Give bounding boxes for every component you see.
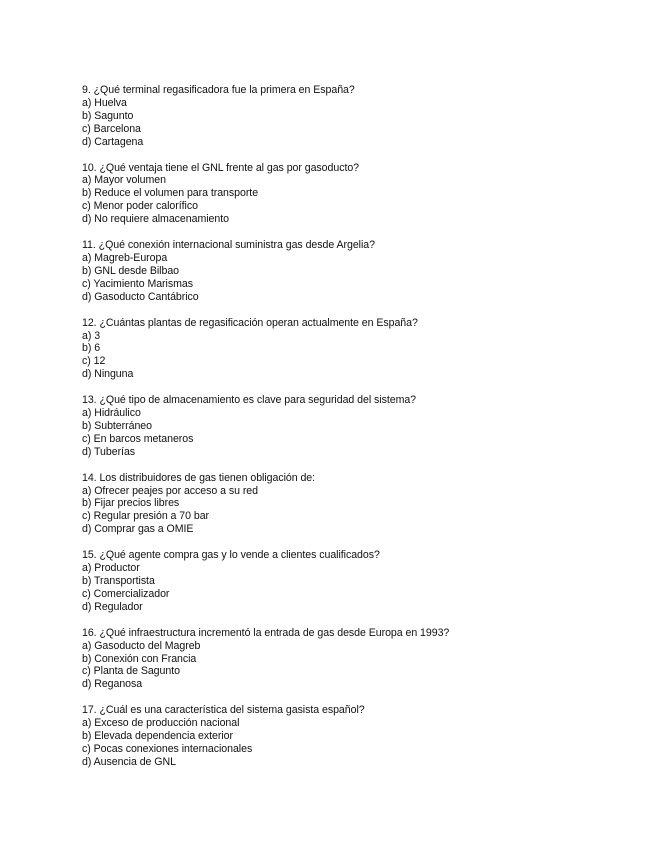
- option-b: b) Sagunto: [82, 109, 134, 122]
- question-9: [82, 84, 622, 149]
- question-text: 13. ¿Qué tipo de almacenamiento es clave para seguridad del sistema?: [82, 394, 417, 407]
- option-a: a) 3: [82, 329, 101, 342]
- option-a: a) Ofrecer peajes por acceso a su red: [82, 484, 258, 497]
- question-text: 11. ¿Qué conexión internacional suministra gas desde Argelia?: [82, 239, 375, 252]
- question-text: 16. ¿Qué infraestructura incrementó la entrada de gas desde Europa en 1993?: [82, 626, 450, 639]
- option-c: c) Pocas conexiones internacionales: [82, 742, 253, 755]
- question-text: 9. ¿Qué terminal regasificadora fue la primera en España?: [82, 84, 355, 96]
- question-15: [82, 549, 622, 614]
- option-b: b) Conexión con Francia: [82, 652, 197, 665]
- option-a: a) Huelva: [82, 96, 127, 109]
- option-d: d) Cartagena: [82, 135, 144, 148]
- option-c: c) Comercializador: [82, 587, 170, 600]
- question-16: [82, 627, 622, 692]
- question-10: [82, 162, 622, 227]
- question-text: 12. ¿Cuántas plantas de regasificación operan actualmente en España?: [82, 316, 418, 329]
- option-b: b) GNL desde Bilbao: [82, 264, 180, 277]
- question-text: 10. ¿Qué ventaja tiene el GNL frente al gas por gasoducto?: [82, 161, 360, 174]
- question-14: [82, 472, 622, 537]
- option-d: d) Gasoducto Cantábrico: [82, 290, 199, 303]
- option-d: d) Reganosa: [82, 678, 143, 691]
- option-d: d) No requiere almacenamiento: [82, 213, 229, 226]
- question-11: [82, 239, 622, 304]
- option-a: a) Mayor volumen: [82, 174, 166, 187]
- option-c: c) Menor poder calorífico: [82, 200, 198, 213]
- question-17: [82, 704, 622, 769]
- option-c: c) Yacimiento Marismas: [82, 277, 193, 290]
- question-12: [82, 317, 622, 382]
- option-a: a) Magreb-Europa: [82, 251, 168, 264]
- option-d: d) Tuberías: [82, 445, 136, 458]
- option-c: c) Regular presión a 70 bar: [82, 510, 210, 523]
- option-b: b) Fijar precios libres: [82, 497, 180, 510]
- option-c: c) En barcos metaneros: [82, 432, 194, 445]
- option-d: d) Ninguna: [82, 368, 134, 381]
- question-13: [82, 394, 622, 459]
- option-d: d) Ausencia de GNL: [82, 755, 176, 768]
- option-c: c) 12: [82, 355, 106, 368]
- option-b: b) Reduce el volumen para transporte: [82, 187, 259, 200]
- question-text: 14. Los distribuidores de gas tienen obligación de:: [82, 471, 316, 484]
- option-b: b) Elevada dependencia exterior: [82, 730, 233, 743]
- option-a: a) Exceso de producción nacional: [82, 717, 240, 730]
- option-c: c) Planta de Sagunto: [82, 665, 180, 678]
- option-a: a) Productor: [82, 562, 140, 575]
- option-b: b) Transportista: [82, 575, 155, 587]
- option-b: b) Subterráneo: [82, 419, 152, 432]
- question-text: 17. ¿Cuál es una característica del sistema gasista español?: [82, 704, 365, 717]
- option-b: b) 6: [82, 342, 101, 355]
- option-a: a) Gasoducto del Magreb: [82, 639, 201, 652]
- document-page: [82, 84, 622, 782]
- option-c: c) Barcelona: [82, 122, 141, 135]
- option-a: a) Hidráulico: [82, 407, 141, 420]
- option-d: d) Regulador: [82, 600, 143, 613]
- option-d: d) Comprar gas a OMIE: [82, 523, 194, 536]
- question-text: 15. ¿Qué agente compra gas y lo vende a clientes cualificados?: [82, 549, 380, 562]
